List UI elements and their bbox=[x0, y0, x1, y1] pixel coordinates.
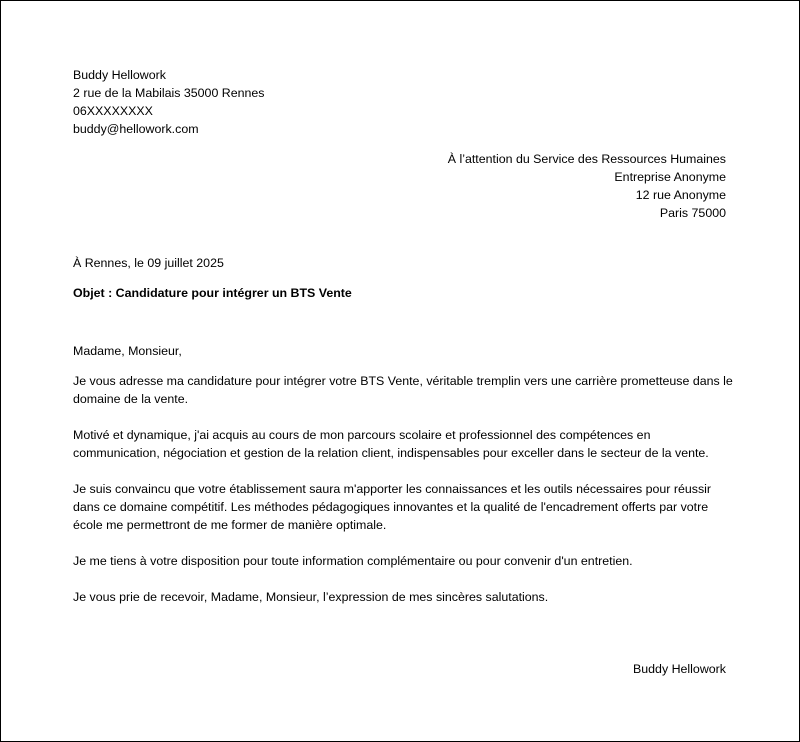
sender-phone: 06XXXXXXXX bbox=[73, 104, 153, 118]
recipient-block bbox=[448, 150, 726, 222]
recipient-city: Paris 75000 bbox=[659, 206, 726, 220]
sender-email: buddy@hellowork.com bbox=[73, 122, 199, 136]
sender-block bbox=[73, 66, 265, 138]
sender-address: 2 rue de la Mabilais 35000 Rennes bbox=[73, 86, 265, 100]
recipient-street: 12 rue Anonyme bbox=[635, 188, 726, 202]
letter-body bbox=[73, 342, 733, 624]
recipient-company: Entreprise Anonyme bbox=[614, 170, 726, 184]
sender-name: Buddy Hellowork bbox=[73, 68, 166, 82]
recipient-attention: À l’attention du Service des Ressources Humaines bbox=[447, 152, 726, 166]
closing-paragraph: Je vous prie de recevoir, Madame, Monsieur, l’expression de mes sincères salutations. bbox=[73, 590, 549, 604]
date-line: À Rennes, le 09 juillet 2025 bbox=[73, 256, 224, 270]
paragraph-1: Je vous adresse ma candidature pour intégrer votre BTS Vente, véritable tremplin vers une carrière prometteuse dans le domaine de la vente. bbox=[73, 374, 733, 406]
salutation: Madame, Monsieur, bbox=[73, 344, 182, 358]
signature: Buddy Hellowork bbox=[633, 662, 726, 676]
paragraph-4: Je me tiens à votre disposition pour toute information complémentaire ou pour convenir d'un entretien. bbox=[73, 554, 633, 568]
paragraph-2: Motivé et dynamique, j'ai acquis au cours de mon parcours scolaire et professionnel des compétences en communication, négociation et gestion de la relation client, indispensables pour exceller dans le secteur de la vente. bbox=[73, 428, 709, 460]
subject-line: Objet : Candidature pour intégrer un BTS Vente bbox=[73, 286, 352, 300]
paragraph-3: Je suis convaincu que votre établissement saura m'apporter les connaissances et les outils nécessaires pour réussir dans ce domaine compétitif. Les méthodes pédagogiques innovantes et la qualité de l'encadrement offerts par votre école me permettront de me former de manière optimale. bbox=[73, 482, 712, 532]
